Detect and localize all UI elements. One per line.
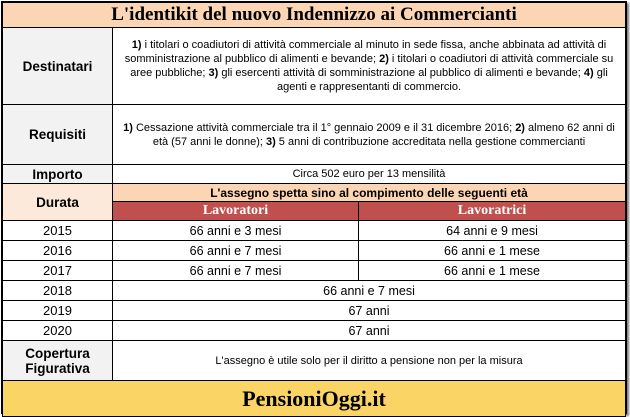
- destinatari-item-1: i titolari o coadiutori di attività commerciale al minuto in sede fissa, anche abbinata ad attività di somministrazione al pubblico di alimenti e bevande;: [124, 39, 607, 65]
- both-age-cell: 67 anni: [113, 301, 626, 321]
- table-row: [3, 281, 626, 301]
- importo-label: Importo: [3, 165, 113, 184]
- column-header-lavoratrici: Lavoratrici: [359, 202, 626, 221]
- requisiti-item-2-num: 2): [515, 121, 525, 134]
- both-age-cell: 66 anni e 7 mesi: [113, 281, 626, 301]
- year-cell: 2020: [3, 321, 113, 341]
- year-cell: 2015: [3, 221, 113, 241]
- copertura-value: L'assegno è utile solo per il diritto a pensione non per la misura: [113, 341, 626, 381]
- women-age-cell: 66 anni e 1 mese: [359, 261, 626, 281]
- men-age-cell: 66 anni e 7 mesi: [113, 261, 359, 281]
- durata-label: Durata: [3, 184, 113, 221]
- table-row: [3, 321, 626, 341]
- year-cell: 2018: [3, 281, 113, 301]
- destinatari-item-3-num: 3): [208, 67, 219, 79]
- year-cell: 2016: [3, 241, 113, 261]
- copertura-label: Copertura Figurativa: [3, 341, 113, 381]
- requisiti-text: [113, 105, 626, 165]
- destinatari-item-4-num: 4): [583, 67, 594, 79]
- year-cell: 2017: [3, 261, 113, 281]
- both-age-cell: 67 anni: [113, 321, 626, 341]
- table-row: [3, 221, 626, 241]
- year-cell: 2019: [3, 301, 113, 321]
- women-age-cell: 64 anni e 9 mesi: [359, 221, 626, 241]
- destinatari-label: Destinatari: [3, 28, 113, 105]
- requisiti-item-2: almeno 62 anni di età (57 anni le donne);: [152, 121, 615, 148]
- table-row: [3, 241, 626, 261]
- destinatari-item-1-num: 1): [131, 39, 142, 51]
- table-row: [3, 261, 626, 281]
- requisiti-item-1: Cessazione attività commerciale tra il 1° gennaio 2009 e il 31 dicembre 2016;: [132, 121, 516, 134]
- destinatari-item-3: gli esercenti attività di somministrazione al pubblico di alimenti e bevande;: [218, 67, 584, 79]
- destinatari-item-2-num: 2): [379, 53, 389, 65]
- table-row: [3, 301, 626, 321]
- requisiti-item-3: 5 anni di contribuzione accreditata nella gestione commercianti: [275, 135, 586, 148]
- column-header-lavoratori: Lavoratori: [113, 202, 359, 221]
- requisiti-item-3-num: 3): [265, 135, 276, 148]
- importo-value: Circa 502 euro per 13 mensilità: [113, 165, 626, 184]
- footer-brand: PensioniOggi.it: [3, 381, 626, 417]
- men-age-cell: 66 anni e 7 mesi: [113, 241, 359, 261]
- destinatari-item-4: gli agenti e rappresentanti di commercio.: [276, 67, 608, 93]
- women-age-cell: 66 anni e 1 mese: [359, 241, 626, 261]
- requisiti-item-1-num: 1): [123, 121, 133, 134]
- requisiti-label: Requisiti: [3, 105, 113, 165]
- men-age-cell: 66 anni e 3 mesi: [113, 221, 359, 241]
- destinatari-item-2: i titolari o coadiutori di attività commerciale su aree pubbliche;: [130, 53, 614, 79]
- destinatari-text: [113, 28, 626, 105]
- durata-subheader: L'assegno spetta sino al compimento delle seguenti età: [113, 184, 626, 202]
- table-title: L'identikit del nuovo Indennizzo ai Commercianti: [3, 3, 626, 28]
- indennizzo-table: [2, 2, 626, 417]
